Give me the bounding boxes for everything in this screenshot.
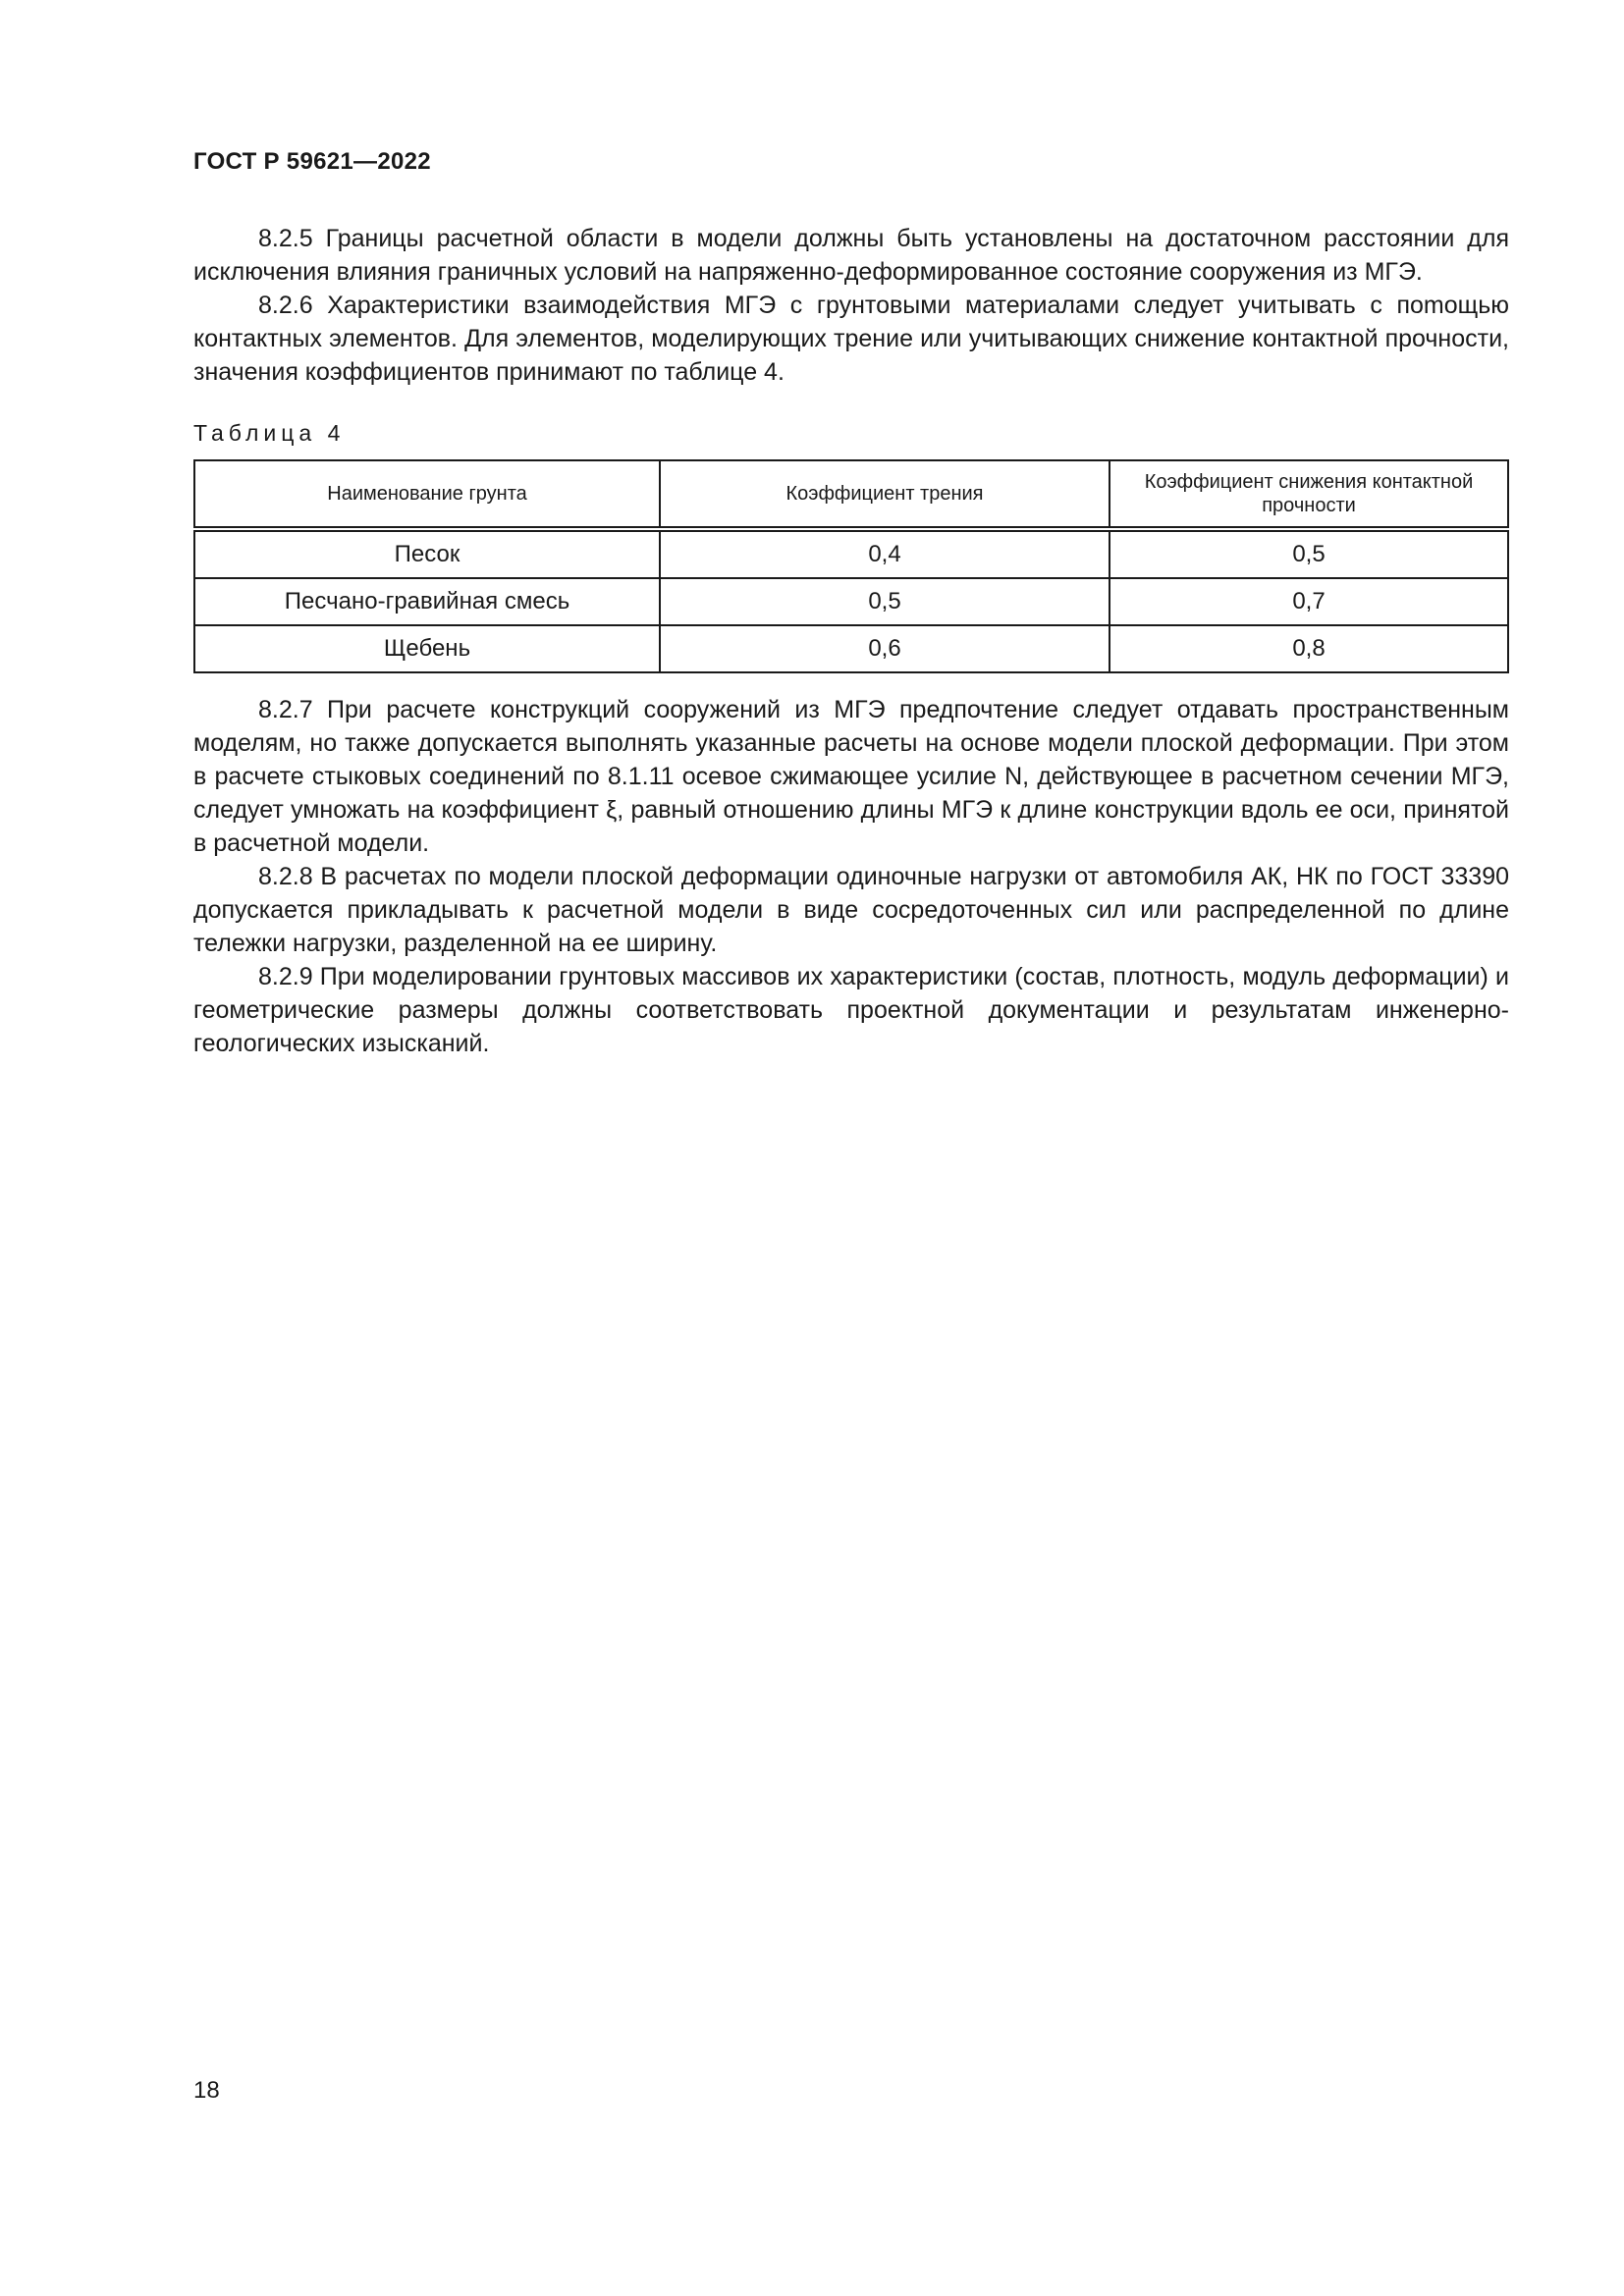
table-row <box>194 529 1508 578</box>
document-body <box>193 222 1509 1060</box>
table-header-soil-name: Наименование грунта <box>194 460 660 529</box>
table-header-friction: Коэффициент трения <box>660 460 1110 529</box>
table-cell-reduction: 0,8 <box>1110 625 1508 672</box>
document-header: ГОСТ Р 59621—2022 <box>193 148 431 175</box>
table-cell-friction: 0,4 <box>660 529 1110 578</box>
table-cell-friction: 0,5 <box>660 578 1110 625</box>
table-cell-soil: Песок <box>194 529 660 578</box>
paragraph-8-2-7: 8.2.7 При расчете конструкций сооружений из МГЭ предпочтение следует отдавать пространственным моделям, но также допускается выполнять указанные расчеты на основе модели плоской деформации. При этом в расчете стыковых соединений по 8.1.11 осевое сжимающее усилие N, действующее в расчетном сечении МГЭ, следует умножать на коэффициент ξ, равный отношению длины МГЭ к длине конструкции вдоль ее оси, принятой в расчетной модели. <box>193 696 1509 857</box>
paragraph-8-2-5: 8.2.5 Границы расчетной области в модели должны быть установлены на достаточном расстоянии для исключения влияния граничных условий на напряженно-деформированное состояние сооружения из МГЭ. <box>193 225 1509 286</box>
table-row <box>194 625 1508 672</box>
table-caption: Таблица 4 <box>193 420 346 446</box>
table-cell-soil: Песчано-гравийная смесь <box>194 578 660 625</box>
table-header-row <box>194 460 1508 529</box>
table-cell-friction: 0,6 <box>660 625 1110 672</box>
table-header-strength-reduction: Коэффициент снижения контактной прочности <box>1110 460 1508 529</box>
paragraph-8-2-6: 8.2.6 Характеристики взаимодействия МГЭ с грунтовыми материалами следует учитывать с поmощью контактных элементов. Для элементов, моделирующих трение или учитывающих снижение контактной прочности, значения коэффициентов принимают по таблице 4. <box>193 292 1509 386</box>
table-cell-reduction: 0,5 <box>1110 529 1508 578</box>
table-cell-reduction: 0,7 <box>1110 578 1508 625</box>
paragraph-8-2-9: 8.2.9 При моделировании грунтовых массивов их характеристики (состав, плотность, модуль деформации) и геометрические размеры должны соответствовать проектной документации и результатам инженерно-геологических изысканий. <box>193 963 1509 1057</box>
table-row <box>194 578 1508 625</box>
paragraph-8-2-8: 8.2.8 В расчетах по модели плоской деформации одиночные нагрузки от автомобиля АК, НК по ГОСТ 33390 допускается прикладывать к расчетной модели в виде сосредоточенных сил или распределенной по длине тележки нагрузки, разделенной на ее ширину. <box>193 863 1509 957</box>
page-number: 18 <box>193 2077 220 2104</box>
table-cell-soil: Щебень <box>194 625 660 672</box>
coefficients-table <box>193 459 1509 673</box>
